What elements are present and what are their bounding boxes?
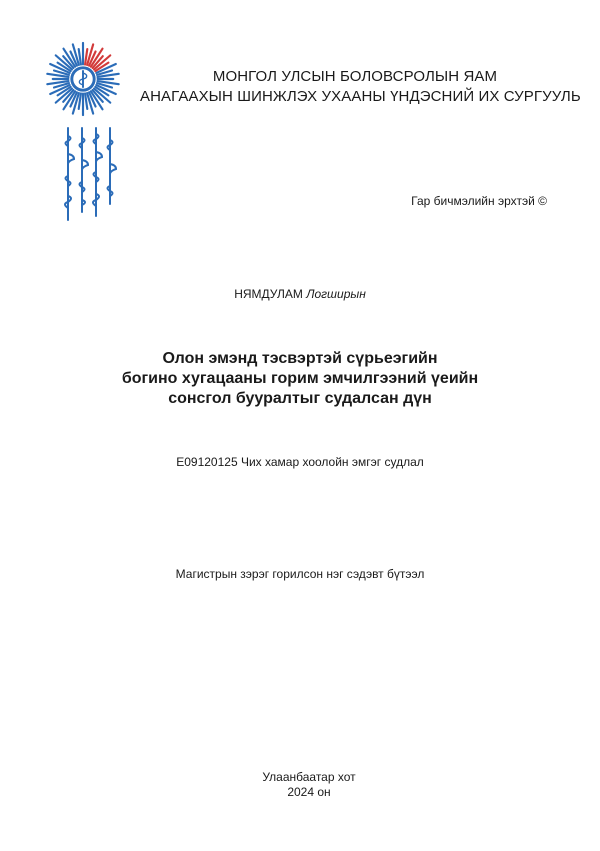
author-surname: Логширын: [306, 287, 366, 301]
specialty-code: E09120125 Чих хамар хоолойн эмгэг судлал: [176, 455, 424, 469]
author-given-name: НЯМДУЛАМ: [234, 287, 303, 301]
university-emblem-icon: [44, 40, 122, 118]
thesis-title-line-3: сонсгол бууралтыг судалсан дүн: [168, 390, 432, 407]
author-name: [0, 287, 600, 301]
copyright-notice: Гар бичмэлийн эрхтэй ©: [411, 194, 547, 208]
city-name: Улаанбаатар хот: [262, 770, 356, 784]
thesis-title-line-2: богино хугацааны горим эмчилгээний үеийн: [121, 370, 479, 387]
thesis-title-line-1: Олон эмэнд тэсвэртэй сүрьеэгийн: [162, 350, 438, 367]
ministry-name: МОНГОЛ УЛСЫН БОЛОВСРОЛЫН ЯАМ: [212, 68, 498, 85]
university-name: АНАГААХЫН ШИНЖЛЭХ УХААНЫ ҮНДЭСНИЙ ИХ СУРГУУЛЬ: [140, 88, 581, 105]
year-text: 2024 он: [287, 785, 331, 799]
degree-statement: Магистрын зэрэг горилсон нэг сэдэвт бүтээл: [175, 567, 425, 581]
mongolian-script-emblem-icon: [58, 124, 118, 224]
